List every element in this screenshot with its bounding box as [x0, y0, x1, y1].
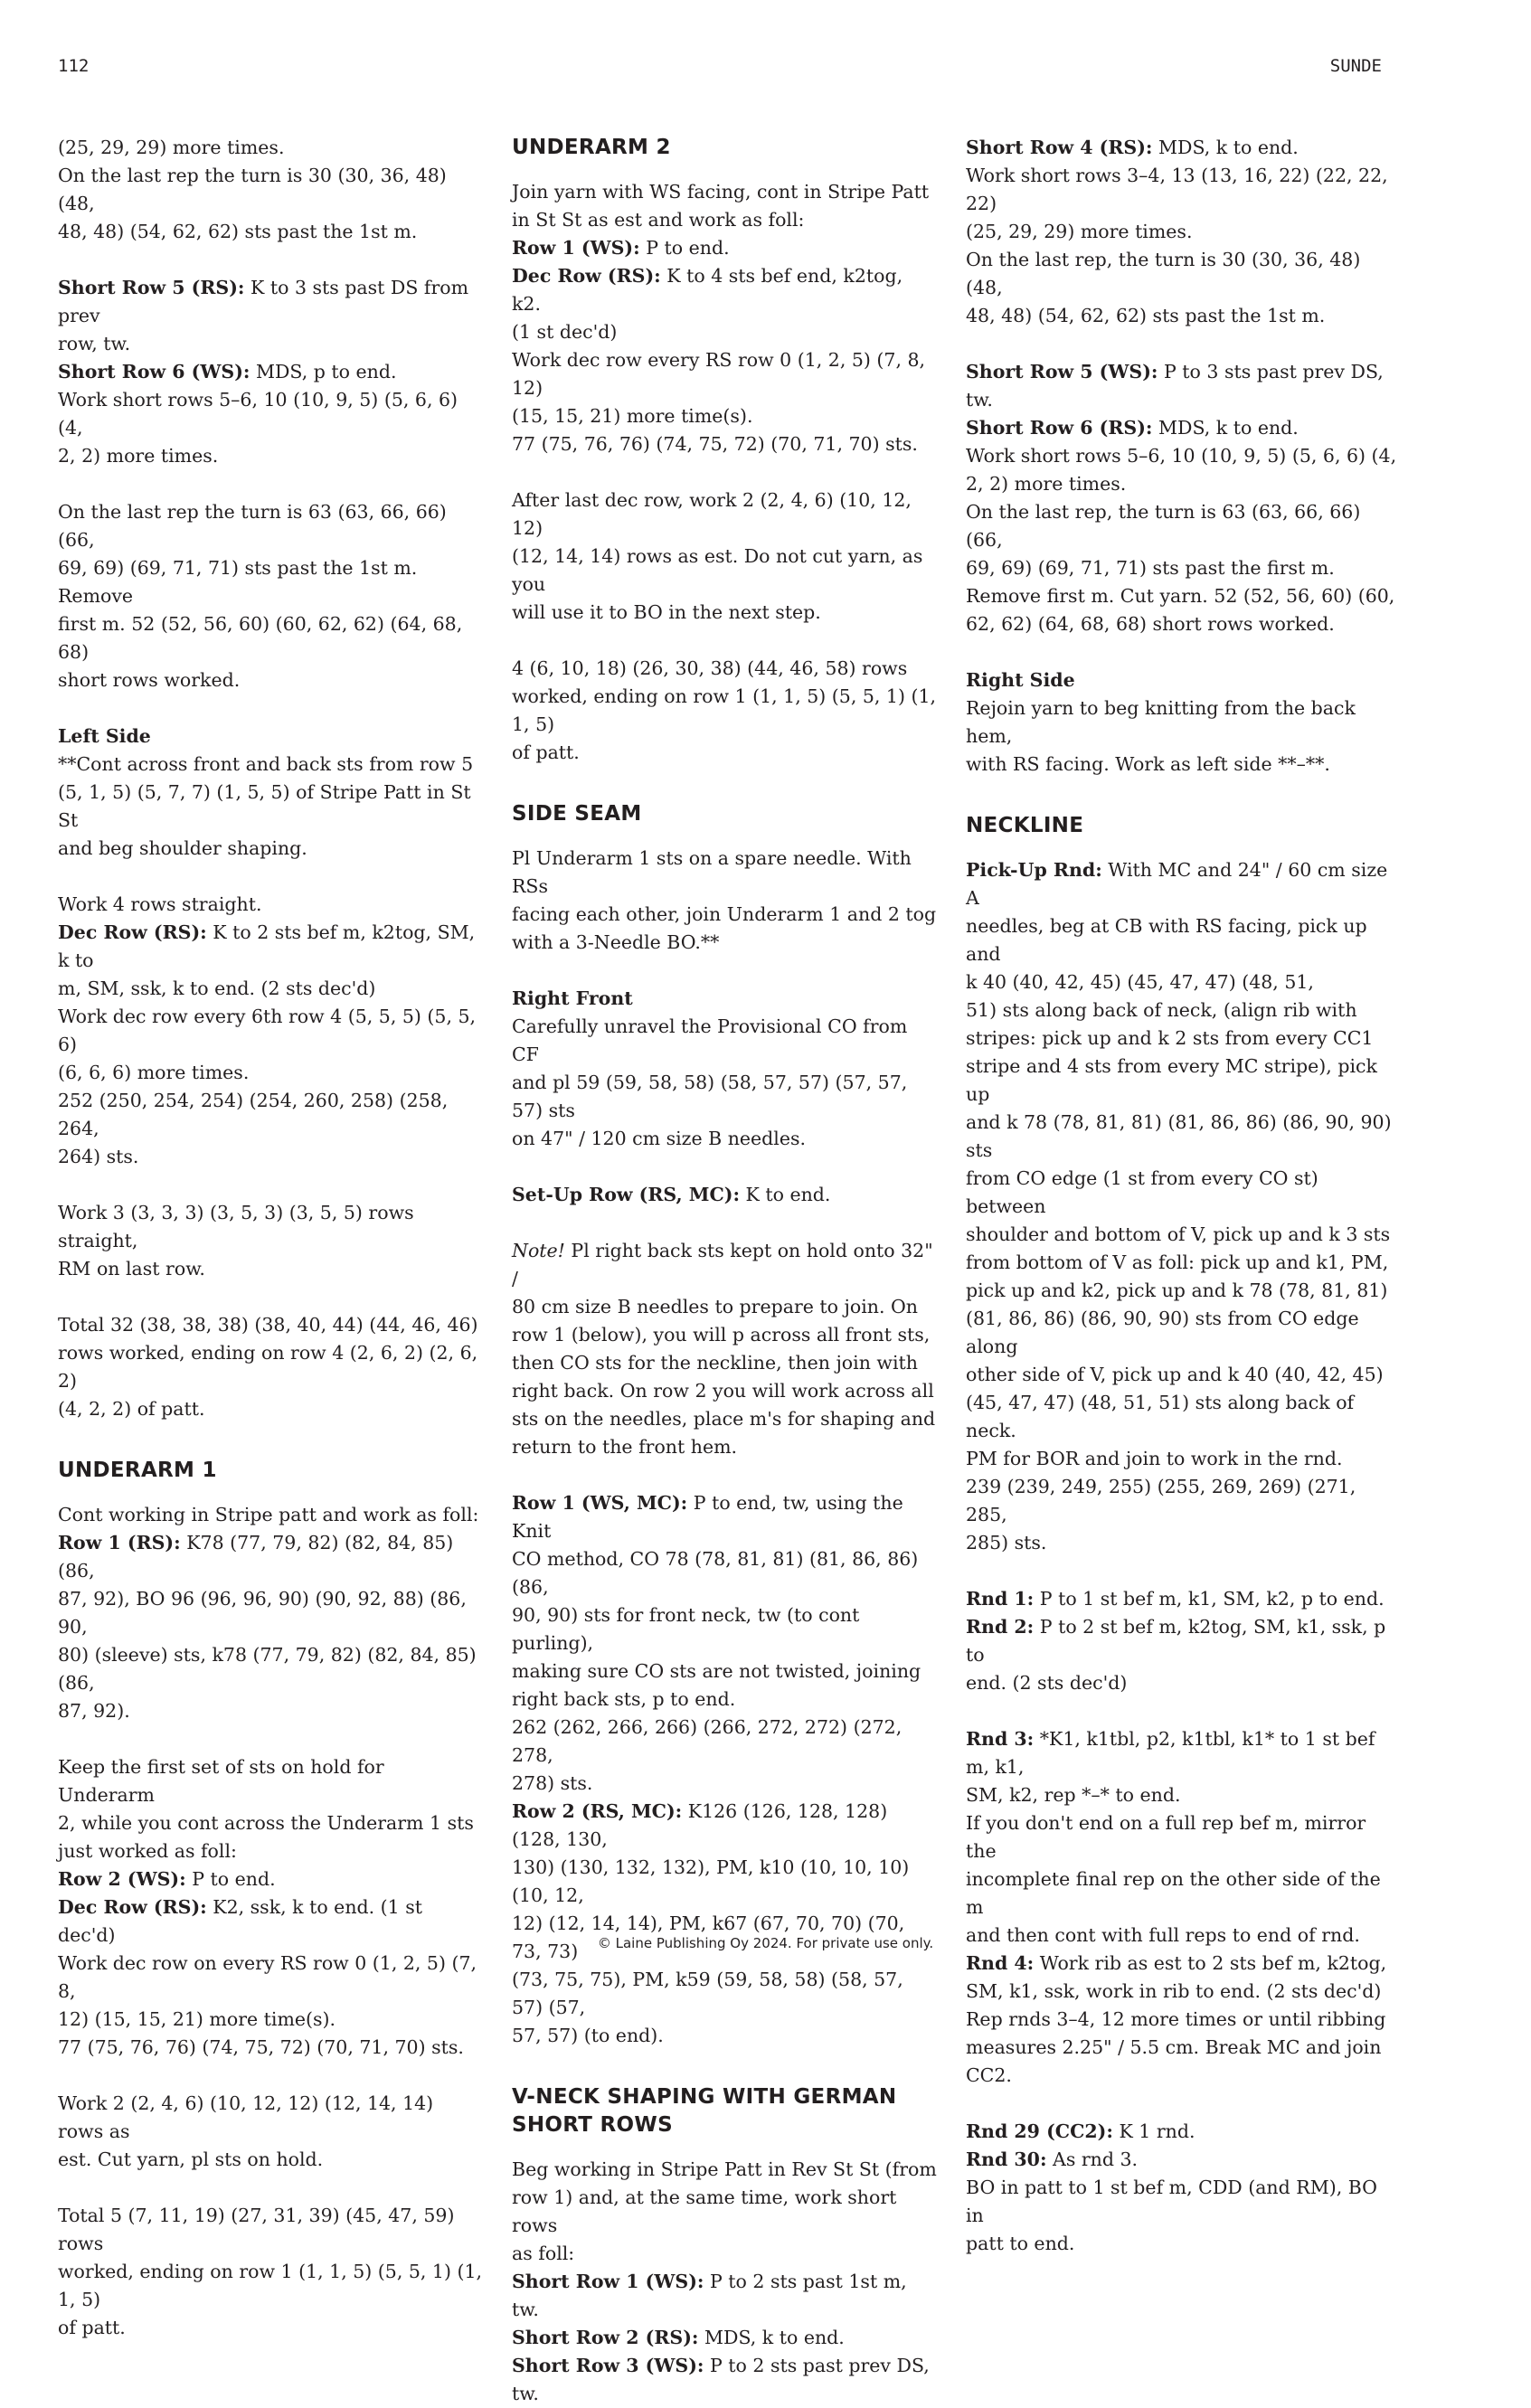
- instruction-label: Rnd 3:: [966, 1728, 1035, 1750]
- text-line: PM for BOR and join to work in the rnd.: [966, 1448, 1343, 1469]
- heading-line: V-NECK SHAPING WITH GERMAN: [512, 2085, 897, 2109]
- text-line: [512, 1237, 937, 1293]
- text-line: 2, 2) more times.: [966, 473, 1127, 495]
- instruction-label: Row 2 (RS, MC):: [512, 1800, 683, 1822]
- text-line: [58, 1529, 483, 1585]
- note: [512, 1237, 937, 1461]
- text-line: Work short rows 3–4, 13 (13, 16, 22) (22, 22, 22): [966, 165, 1388, 214]
- rounds-3-4: [966, 1725, 1400, 2090]
- paragraph: [58, 1199, 483, 1283]
- text-line: 12) (15, 15, 21) more time(s).: [58, 2008, 336, 2030]
- text-line: 69, 69) (69, 71, 71) sts past the 1st m. Remove: [58, 557, 418, 607]
- text-line: then CO sts for the neckline, then join with: [512, 1352, 918, 1374]
- text-line: in St St as est and work as foll:: [512, 209, 805, 231]
- text-line: 264) sts.: [58, 1146, 139, 1167]
- text-line: sts on the needles, place m's for shaping and: [512, 1408, 936, 1430]
- text-line: of patt.: [58, 2317, 126, 2338]
- instruction-text: P to 1 st bef m, k1, SM, k2, p to end.: [1034, 1588, 1385, 1610]
- text-line: 130) (130, 132, 132), PM, k10 (10, 10, 10) (10, 12,: [512, 1856, 910, 1906]
- text-line: with a 3-Needle BO.**: [512, 931, 720, 953]
- paragraph: [58, 2090, 483, 2174]
- v-neck-short-rows: [512, 2156, 937, 2408]
- instruction-label: Rnd 1:: [966, 1588, 1035, 1610]
- text-line: and beg shoulder shaping.: [58, 837, 307, 859]
- instruction-text: K to end.: [740, 1184, 831, 1205]
- text-line: Carefully unravel the Provisional CO from CF: [512, 1015, 908, 1065]
- text-line: (4, 2, 2) of patt.: [58, 1398, 205, 1420]
- instruction-label: Set-Up Row (RS, MC):: [512, 1184, 741, 1205]
- text-line: Work dec row every RS row 0 (1, 2, 5) (7, 8, 12): [512, 349, 926, 399]
- instruction-text: As rnd 3.: [1046, 2148, 1139, 2170]
- paragraph: [512, 655, 937, 767]
- text-line: stripes: pick up and k 2 sts from every CC1: [966, 1027, 1374, 1049]
- text-line: facing each other, join Underarm 1 and 2 tog: [512, 903, 937, 925]
- text-line: end. (2 sts dec'd): [966, 1672, 1128, 1694]
- text-line: just worked as foll:: [58, 1840, 237, 1862]
- text-line: 51) sts along back of neck, (align rib with: [966, 999, 1357, 1021]
- underarm-1-continue: [58, 1753, 483, 2062]
- underarm-2-rows: [512, 178, 937, 458]
- text-line: with RS facing. Work as left side **–**.: [966, 753, 1330, 775]
- instruction-text: K2, ssk, k to end. (1 st dec'd): [58, 1896, 422, 1946]
- text-line: and then cont with full reps to end of rnd.: [966, 1924, 1360, 1946]
- text-line: return to the front hem.: [512, 1436, 738, 1458]
- instruction-label: Dec Row (RS):: [58, 921, 207, 943]
- text-line: [966, 2146, 1400, 2174]
- instruction-label: Dec Row (RS):: [512, 265, 661, 287]
- text-line: 252 (250, 254, 254) (254, 260, 258) (258, 264,: [58, 1090, 449, 1139]
- instruction-label: Row 1 (WS, MC):: [512, 1492, 688, 1514]
- text-line: row 1 (below), you will p across all front sts,: [512, 1324, 931, 1346]
- text-line: [966, 2118, 1400, 2146]
- paragraph: [512, 486, 937, 627]
- text-line: Work 4 rows straight.: [58, 893, 262, 915]
- subheading: Right Side: [966, 669, 1075, 691]
- underarm-1-rows: [58, 1501, 483, 1725]
- instruction-label: Short Row 5 (WS):: [966, 361, 1158, 382]
- text-line: (15, 15, 21) more time(s).: [512, 405, 753, 427]
- text-line: (81, 86, 86) (86, 90, 90) sts from CO edge along: [966, 1308, 1359, 1357]
- instruction-text: K to 3 sts past DS from prev: [58, 277, 469, 326]
- rounds-1-2: [966, 1585, 1400, 1697]
- shoulder-shaping: [58, 891, 483, 1171]
- text-line: (25, 29, 29) more times.: [58, 137, 285, 158]
- instruction-text: P to end.: [185, 1868, 276, 1890]
- text-line: making sure CO sts are not twisted, joining: [512, 1660, 921, 1682]
- text-line: [512, 2352, 937, 2408]
- text-line: patt to end.: [966, 2233, 1075, 2254]
- instruction-label: Rnd 4:: [966, 1952, 1035, 1974]
- paragraph: [58, 1311, 483, 1423]
- text-line: 69, 69) (69, 71, 71) sts past the first m.: [966, 557, 1335, 579]
- instruction-label: Rnd 30:: [966, 2148, 1047, 2170]
- text-line: 2, 2) more times.: [58, 445, 219, 467]
- paragraph: [58, 134, 483, 246]
- text-line: 262 (262, 266, 266) (266, 272, 272) (272, 278,: [512, 1716, 903, 1766]
- text-line: [58, 1865, 483, 1893]
- text-line: 285) sts.: [966, 1532, 1047, 1553]
- text-line: Rejoin yarn to beg knitting from the back hem,: [966, 697, 1356, 747]
- text-line: 2, while you cont across the Underarm 1 sts: [58, 1812, 474, 1834]
- instruction-text: With MC and 24" / 60 cm size A: [966, 859, 1388, 909]
- text-line: SM, k2, rep *–* to end.: [966, 1784, 1181, 1806]
- instruction-label: Short Row 6 (WS):: [58, 361, 250, 382]
- text-line: first m. 52 (52, 56, 60) (60, 62, 62) (64, 68, 68): [58, 613, 463, 663]
- text-line: (1 st dec'd): [512, 321, 618, 343]
- text-line: [512, 2268, 937, 2324]
- instruction-text: MDS, k to end.: [1152, 137, 1299, 158]
- text-line: Remove first m. Cut yarn. 52 (52, 56, 60) (60,: [966, 585, 1395, 607]
- text-line: worked, ending on row 1 (1, 1, 5) (5, 5, 1) (1, 1, 5): [512, 685, 937, 735]
- text-line: Work dec row every 6th row 4 (5, 5, 5) (5, 5, 6): [58, 1006, 477, 1055]
- paragraph: [58, 498, 483, 694]
- text-line: [966, 358, 1400, 414]
- subheading: Right Front: [512, 987, 633, 1009]
- instruction-label: Short Row 1 (WS):: [512, 2271, 704, 2292]
- text-line: CC2.: [966, 2064, 1012, 2086]
- text-line: from bottom of V as foll: pick up and k1, PM,: [966, 1251, 1389, 1273]
- column-2: [512, 134, 937, 2408]
- text-line: [58, 274, 483, 330]
- instruction-label: Row 1 (RS):: [58, 1532, 181, 1553]
- text-line: Work dec row on every RS row 0 (1, 2, 5) (7, 8,: [58, 1952, 477, 2002]
- instruction-text: P to end, tw, using the Knit: [512, 1492, 903, 1542]
- text-line: 90, 90) sts for front neck, tw (to cont purling),: [512, 1604, 860, 1654]
- text-line: stripe and 4 sts from every MC stripe), pick up: [966, 1055, 1377, 1105]
- text-line: incomplete final rep on the other side of the m: [966, 1868, 1381, 1918]
- text-line: pick up and k2, pick up and k 78 (78, 81, 81): [966, 1280, 1388, 1301]
- text-line: [966, 856, 1400, 912]
- text-line: CO method, CO 78 (78, 81, 81) (81, 86, 86) (86,: [512, 1548, 919, 1598]
- text-line: 239 (239, 249, 255) (255, 269, 269) (271, 285,: [966, 1476, 1356, 1525]
- text-line: 77 (75, 76, 76) (74, 75, 72) (70, 71, 70) sts.: [512, 433, 918, 455]
- right-side: [966, 666, 1400, 779]
- text-line: 57, 57) (to end).: [512, 2025, 664, 2046]
- text-line: (12, 14, 14) rows as est. Do not cut yarn, as you: [512, 545, 923, 595]
- short-rows-5-6: [966, 358, 1400, 638]
- instruction-text: K126 (126, 128, 128) (128, 130,: [512, 1800, 888, 1850]
- instruction-text: K to 2 sts bef m, k2tog, SM, k to: [58, 921, 476, 971]
- text-line: Total 5 (7, 11, 19) (27, 31, 39) (45, 47, 59) rows: [58, 2205, 455, 2254]
- text-line: On the last rep the turn is 63 (63, 66, 66) (66,: [58, 501, 447, 551]
- section-heading-neckline: NECKLINE: [966, 814, 1084, 837]
- final-rounds: [966, 2118, 1400, 2258]
- instruction-label: Short Row 2 (RS):: [512, 2327, 699, 2348]
- text-line: [512, 262, 937, 318]
- paragraph: [58, 2202, 483, 2342]
- subheading: Left Side: [58, 725, 151, 747]
- text-line: right back. On row 2 you will work across all: [512, 1380, 934, 1402]
- text-line: right back sts, p to end.: [512, 1688, 736, 1710]
- text-line: Keep the first set of sts on hold for Underarm: [58, 1756, 384, 1806]
- instruction-text: P to 2 sts past prev DS, tw.: [512, 2355, 930, 2404]
- text-line: (5, 1, 5) (5, 7, 7) (1, 5, 5) of Stripe Patt in St St: [58, 781, 471, 831]
- text-line: 12) (12, 14, 14), PM, k67 (67, 70, 70) (70, 73, 73): [512, 1912, 905, 1962]
- text-line: [966, 414, 1400, 442]
- column-1: [58, 134, 483, 2370]
- text-line: 4 (6, 10, 18) (26, 30, 38) (44, 46, 58) rows: [512, 657, 908, 679]
- side-seam-text: [512, 845, 937, 957]
- text-line: (45, 47, 47) (48, 51, 51) sts along back of neck.: [966, 1392, 1355, 1441]
- text-line: of patt.: [512, 741, 580, 763]
- rows-1-2: [512, 1489, 937, 2050]
- text-line: 80 cm size B needles to prepare to join. On: [512, 1296, 918, 1317]
- text-line: 48, 48) (54, 62, 62) sts past the 1st m.: [58, 221, 418, 242]
- instruction-text: Work rib as est to 2 sts bef m, k2tog,: [1034, 1952, 1387, 1974]
- instruction-label: Pick-Up Rnd:: [966, 859, 1102, 881]
- text-line: Join yarn with WS facing, cont in Stripe Patt: [512, 181, 930, 203]
- text-line: 77 (75, 76, 76) (74, 75, 72) (70, 71, 70) sts.: [58, 2036, 464, 2058]
- text-line: Work short rows 5–6, 10 (10, 9, 5) (5, 6, 6) (4,: [966, 445, 1397, 467]
- instruction-text: P to end.: [639, 237, 730, 259]
- text-line: [966, 1585, 1400, 1613]
- section-heading-underarm-1: UNDERARM 1: [58, 1459, 217, 1482]
- text-line: (6, 6, 6) more times.: [58, 1062, 250, 1083]
- text-line: Work short rows 5–6, 10 (10, 9, 5) (5, 6, 6) (4,: [58, 389, 458, 439]
- text-line: (73, 75, 75), PM, k59 (59, 58, 58) (58, 57, 57) (57,: [512, 1969, 903, 2018]
- instruction-label: Row 1 (WS):: [512, 237, 640, 259]
- text-line: On the last rep the turn is 30 (30, 36, 48) (48,: [58, 165, 447, 214]
- text-line: If you don't end on a full rep bef m, mirror the: [966, 1812, 1366, 1862]
- heading-line: SHORT ROWS: [512, 2113, 673, 2137]
- text-line: 87, 92).: [58, 1700, 130, 1722]
- text-line: [512, 2324, 937, 2352]
- section-heading-underarm-2: UNDERARM 2: [512, 136, 671, 159]
- text-line: row 1) and, at the same time, work short rows: [512, 2186, 897, 2236]
- running-title: SUNDE: [1329, 56, 1382, 76]
- text-line: m, SM, ssk, k to end. (2 sts dec'd): [58, 977, 376, 999]
- text-line: Cont working in Stripe patt and work as foll:: [58, 1504, 479, 1525]
- instruction-text: Pl right back sts kept on hold onto 32" /: [512, 1240, 933, 1289]
- text-line: [512, 1489, 937, 1545]
- text-line: SM, k1, ssk, work in rib to end. (2 sts dec'd): [966, 1980, 1382, 2002]
- page-number: 112: [58, 56, 90, 76]
- text-line: [58, 358, 483, 386]
- text-line: measures 2.25" / 5.5 cm. Break MC and join: [966, 2036, 1382, 2058]
- instruction-text: P to 2 st bef m, k2tog, SM, k1, ssk, p to: [966, 1616, 1386, 1666]
- text-line: worked, ending on row 1 (1, 1, 5) (5, 5, 1) (1, 1, 5): [58, 2261, 483, 2310]
- text-line: k 40 (40, 42, 45) (45, 47, 47) (48, 51,: [966, 971, 1314, 993]
- text-line: Rep rnds 3–4, 12 more times or until ribbing: [966, 2008, 1386, 2030]
- text-line: est. Cut yarn, pl sts on hold.: [58, 2148, 324, 2170]
- text-line: from CO edge (1 st from every CO st) between: [966, 1167, 1318, 1217]
- text-line: 48, 48) (54, 62, 62) sts past the 1st m.: [966, 305, 1326, 326]
- text-line: **Cont across front and back sts from row 5: [58, 753, 474, 775]
- text-line: [966, 1613, 1400, 1669]
- instruction-text: MDS, k to end.: [698, 2327, 845, 2348]
- text-line: [58, 919, 483, 975]
- instruction-text: *K1, k1tbl, p2, k1tbl, k1* to 1 st bef m, k1,: [966, 1728, 1375, 1778]
- text-line: Work 3 (3, 3, 3) (3, 5, 3) (3, 5, 5) rows straight,: [58, 1202, 414, 1251]
- instruction-text: P to 2 sts past 1st m, tw.: [512, 2271, 907, 2320]
- section-heading-side-seam: SIDE SEAM: [512, 802, 642, 826]
- instruction-label: Short Row 4 (RS):: [966, 137, 1153, 158]
- text-line: and k 78 (78, 81, 81) (81, 86, 86) (86, 90, 90) sts: [966, 1111, 1392, 1161]
- pick-up-round: [966, 856, 1400, 1557]
- text-line: (25, 29, 29) more times.: [966, 221, 1193, 242]
- text-line: BO in patt to 1 st bef m, CDD (and RM), BO in: [966, 2177, 1377, 2226]
- instruction-text: MDS, k to end.: [1152, 417, 1299, 439]
- text-line: Beg working in Stripe Patt in Rev St St (from: [512, 2158, 937, 2180]
- section-heading-v-neck: [512, 2078, 937, 2139]
- text-line: [966, 134, 1400, 162]
- right-front: [512, 985, 937, 1153]
- text-line: [512, 1181, 937, 1209]
- left-side: [58, 722, 483, 863]
- text-line: RM on last row.: [58, 1258, 205, 1280]
- instruction-label: Row 2 (WS):: [58, 1868, 186, 1890]
- instruction-label: Short Row 5 (RS):: [58, 277, 245, 298]
- text-line: Pl Underarm 1 sts on a spare needle. With RSs: [512, 847, 912, 897]
- text-line: and pl 59 (59, 58, 58) (58, 57, 57) (57, 57, 57) sts: [512, 1072, 908, 1121]
- text-line: Work 2 (2, 4, 6) (10, 12, 12) (12, 14, 14) rows as: [58, 2092, 434, 2142]
- instruction-label: Rnd 29 (CC2):: [966, 2120, 1113, 2142]
- setup-row: [512, 1181, 937, 1209]
- text-line: After last dec row, work 2 (2, 4, 6) (10, 12, 12): [512, 489, 912, 539]
- short-rows-5-6: [58, 274, 483, 470]
- text-line: row, tw.: [58, 333, 131, 354]
- text-line: other side of V, pick up and k 40 (40, 42, 45): [966, 1364, 1384, 1385]
- text-line: [512, 1798, 937, 1854]
- instruction-text: P to 3 sts past prev DS, tw.: [966, 361, 1384, 411]
- text-line: will use it to BO in the next step.: [512, 601, 821, 623]
- text-line: [966, 1725, 1400, 1781]
- text-line: 87, 92), BO 96 (96, 96, 90) (90, 92, 88) (86, 90,: [58, 1588, 467, 1638]
- instruction-text: K to 4 sts bef end, k2tog, k2.: [512, 265, 903, 315]
- text-line: on 47" / 120 cm size B needles.: [512, 1128, 807, 1149]
- note-label: Note!: [512, 1240, 565, 1261]
- text-line: Total 32 (38, 38, 38) (38, 40, 44) (44, 46, 46): [58, 1314, 478, 1336]
- text-line: 62, 62) (64, 68, 68) short rows worked.: [966, 613, 1335, 635]
- instruction-label: Short Row 6 (RS):: [966, 417, 1153, 439]
- text-line: On the last rep, the turn is 30 (30, 36, 48) (48,: [966, 249, 1361, 298]
- text-line: short rows worked.: [58, 669, 241, 691]
- instruction-label: Short Row 3 (WS):: [512, 2355, 704, 2376]
- instruction-text: MDS, p to end.: [250, 361, 397, 382]
- text-line: 278) sts.: [512, 1772, 593, 1794]
- text-line: needles, beg at CB with RS facing, pick up and: [966, 915, 1367, 965]
- instruction-label: Rnd 2:: [966, 1616, 1035, 1638]
- text-line: shoulder and bottom of V, pick up and k 3 sts: [966, 1223, 1391, 1245]
- short-row-4: [966, 134, 1400, 330]
- copyright-footer: © Laine Publishing Oy 2024. For private use only.: [597, 1935, 934, 1951]
- text-line: On the last rep, the turn is 63 (63, 66, 66) (66,: [966, 501, 1361, 551]
- text-line: rows worked, ending on row 4 (2, 6, 2) (2, 6, 2): [58, 1342, 478, 1392]
- instruction-text: K 1 rnd.: [1112, 2120, 1196, 2142]
- text-line: as foll:: [512, 2243, 575, 2264]
- text-line: [512, 234, 937, 262]
- instruction-text: K78 (77, 79, 82) (82, 84, 85) (86,: [58, 1532, 454, 1582]
- text-line: 80) (sleeve) sts, k78 (77, 79, 82) (82, 84, 85) (86,: [58, 1644, 477, 1694]
- instruction-label: Dec Row (RS):: [58, 1896, 207, 1918]
- text-line: [966, 1950, 1400, 1978]
